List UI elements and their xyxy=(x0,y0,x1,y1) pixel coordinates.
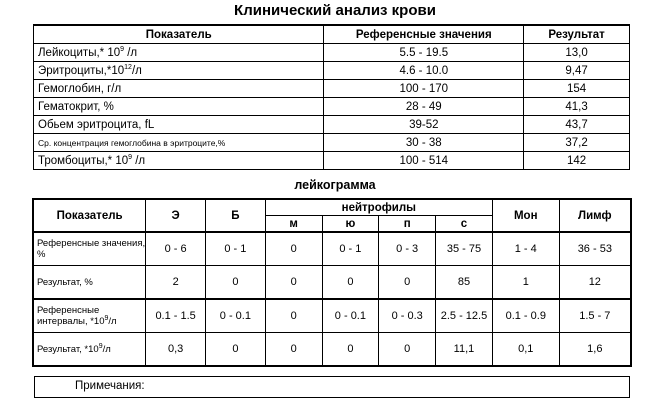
row-label: Результат, $*10^9/л$ xyxy=(33,333,146,367)
header-basophils: Б xyxy=(206,199,266,232)
cell-value: 36 - 53 xyxy=(559,232,631,266)
result-value: 37,2 xyxy=(524,134,630,152)
parameter-name: Гематокрит, % xyxy=(34,98,324,116)
cell-value: 0 - 6 xyxy=(146,232,206,266)
table-row xyxy=(34,44,630,62)
table-row xyxy=(34,98,630,116)
header-parameter: Показатель xyxy=(33,199,146,232)
table-row xyxy=(33,266,631,300)
row-label: Референсные интервалы, $*10^9/л$ xyxy=(33,299,146,333)
page-title: Клинический анализ крови xyxy=(234,2,436,19)
reference-value: 100 - 514 xyxy=(324,152,524,170)
parameter-name: Тромбоциты,* $10^9$ /л xyxy=(34,152,324,170)
blood-analysis-table xyxy=(33,24,630,170)
cell-value: 0 - 0.3 xyxy=(379,299,436,333)
header-reference: Референсные значения xyxy=(324,25,524,44)
leukogram-table xyxy=(32,198,632,367)
header-monocytes: Мон xyxy=(492,199,559,232)
cell-value: 0 xyxy=(379,266,436,300)
cell-value: 0 - 1 xyxy=(206,232,266,266)
cell-value: 1 - 4 xyxy=(492,232,559,266)
table-row xyxy=(34,80,630,98)
cell-value: 0,1 xyxy=(492,333,559,367)
leukogram-header-row xyxy=(33,199,631,216)
cell-value: 0 xyxy=(322,266,379,300)
leukogram-title: лейкограмма xyxy=(294,178,376,192)
reference-value: 5.5 - 19.5 xyxy=(324,44,524,62)
table-row xyxy=(33,232,631,266)
header-young: ю xyxy=(322,216,379,233)
cell-value: 0.1 - 0.9 xyxy=(492,299,559,333)
cell-value: 11,1 xyxy=(436,333,493,367)
parameter-name: Гемоглобин, г/л xyxy=(34,80,324,98)
header-myelocytes: м xyxy=(265,216,322,233)
cell-value: 0 - 1 xyxy=(322,232,379,266)
row-label: Референсные значения, % xyxy=(33,232,146,266)
table-header-row xyxy=(34,25,630,44)
header-lymphocytes: Лимф xyxy=(559,199,631,232)
cell-value: 0 xyxy=(265,333,322,367)
reference-value: 39-52 xyxy=(324,116,524,134)
result-value: 142 xyxy=(524,152,630,170)
table-row xyxy=(34,152,630,170)
reference-value: 100 - 170 xyxy=(324,80,524,98)
cell-value: 0 xyxy=(206,333,266,367)
cell-value: 0 xyxy=(265,266,322,300)
cell-value: 0 xyxy=(206,266,266,300)
notes-box xyxy=(34,376,630,398)
result-value: 41,3 xyxy=(524,98,630,116)
notes-label: Примечания: xyxy=(75,380,145,392)
cell-value: 2.5 - 12.5 xyxy=(436,299,493,333)
header-eosinophils: Э xyxy=(146,199,206,232)
cell-value: 85 xyxy=(436,266,493,300)
cell-value: 0 - 0.1 xyxy=(206,299,266,333)
result-value: 9,47 xyxy=(524,62,630,80)
result-value: 43,7 xyxy=(524,116,630,134)
header-neutrophils: нейтрофилы xyxy=(265,199,492,216)
cell-value: 0 - 3 xyxy=(379,232,436,266)
table-row xyxy=(34,62,630,80)
parameter-name: Обьем эритроцита, fL xyxy=(34,116,324,134)
header-segmented: с xyxy=(436,216,493,233)
cell-value: 0 xyxy=(265,299,322,333)
cell-value: 1.5 - 7 xyxy=(559,299,631,333)
parameter-name: Лейкоциты,* $10^9$ /л xyxy=(34,44,324,62)
header-band: п xyxy=(379,216,436,233)
parameter-name: $Эритроциты,*10^{12}/л$ xyxy=(34,62,324,80)
header-parameter: Показатель xyxy=(34,25,324,44)
header-result: Результат xyxy=(524,25,630,44)
row-label: Результат, % xyxy=(33,266,146,300)
cell-value: 0,3 xyxy=(146,333,206,367)
reference-value: 28 - 49 xyxy=(324,98,524,116)
table-row xyxy=(34,116,630,134)
result-value: 154 xyxy=(524,80,630,98)
cell-value: 0 xyxy=(265,232,322,266)
cell-value: 0 xyxy=(322,333,379,367)
parameter-name: Ср. концентрация гемоглобина в эритроците,% xyxy=(34,134,324,152)
result-value: 13,0 xyxy=(524,44,630,62)
cell-value: 0.1 - 1.5 xyxy=(146,299,206,333)
table-row xyxy=(33,299,631,333)
reference-value: 30 - 38 xyxy=(324,134,524,152)
cell-value: 0 xyxy=(379,333,436,367)
cell-value: 1 xyxy=(492,266,559,300)
reference-value: 4.6 - 10.0 xyxy=(324,62,524,80)
cell-value: 2 xyxy=(146,266,206,300)
cell-value: 35 - 75 xyxy=(436,232,493,266)
cell-value: 12 xyxy=(559,266,631,300)
table-row xyxy=(34,134,630,152)
cell-value: 0 - 0.1 xyxy=(322,299,379,333)
cell-value: 1,6 xyxy=(559,333,631,367)
table-row xyxy=(33,333,631,367)
